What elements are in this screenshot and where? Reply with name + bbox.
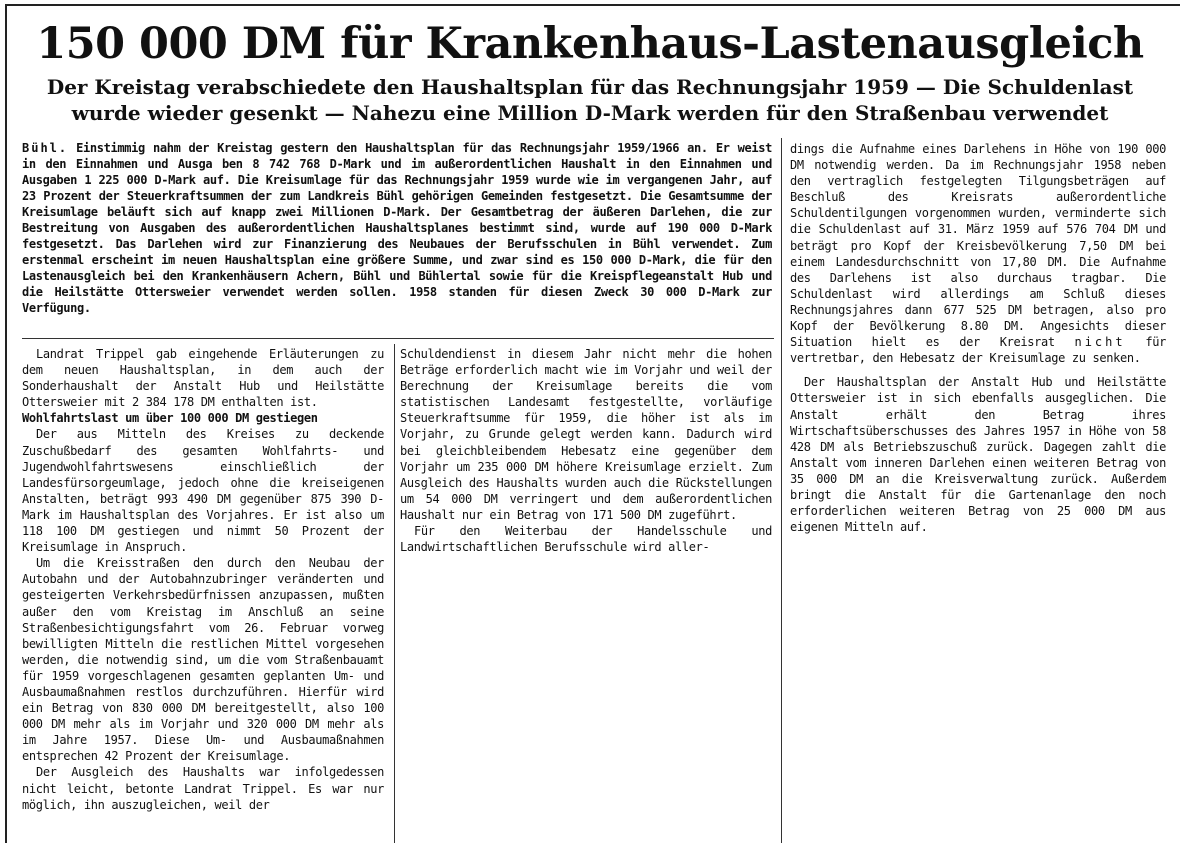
paragraph-text: dings die Aufnahme eines Darlehens in Höhe von 190 000 DM notwendig werden. Da im Rechnungsjahr 1958 neben den vertraglich festgelegten Tilgungsbeträgen auf Beschluß des Kreisrats außerordentliche Schuldentilgungen vorgenommen wurden, verminderte sich die Schuldenlast auf 31. März 1959 auf 576 704 DM und beträgt pro Kopf der Kreisbevölkerung 7,50 DM bei einem Landesdurchschnitt von 17,80 DM. Die Aufnahme des Darlehens ist also durchaus tragbar. Die Schuldenlast wird allerdings am Schluß dieses Rechnungsjahres dann 677 525 DM betragen, also pro Kopf der Bevölkerung 8.80 DM. Angesichts dieser Situation hielt es der Kreisrat bbox=[790, 142, 1166, 350]
article-lead bbox=[22, 141, 772, 316]
page-border-left bbox=[5, 4, 7, 843]
dateline: Bühl. bbox=[22, 141, 69, 155]
article-column-1 bbox=[22, 346, 384, 813]
paragraph-text: für vertretbar, den Hebesatz der Kreisumlage zu senken. bbox=[790, 335, 1167, 366]
article-column-3 bbox=[790, 141, 1166, 535]
section-subtitle: Wohlfahrtslast um über 100 000 DM gestiegen bbox=[22, 411, 318, 426]
paragraph: Der Ausgleich des Haushalts war infolgedessen nicht leicht, betonte Landrat Trippel. Es war nur möglich, ihn auszugleichen, weil der bbox=[22, 765, 384, 812]
paragraph: Landrat Trippel gab eingehende Erläuterungen zu dem neuen Haushaltsplan, in dem auch der Sonderhaushalt der Anstalt Hub und Heilstätte Ottersweier mit 2 384 178 DM enthalten ist. bbox=[22, 347, 384, 410]
lead-divider bbox=[22, 338, 774, 339]
column-divider-2 bbox=[781, 138, 782, 843]
article-column-2 bbox=[400, 346, 772, 555]
paragraph bbox=[790, 141, 1166, 366]
paragraph: Für den Weiterbau der Handelsschule und Landwirtschaftlichen Berufsschule wird aller- bbox=[400, 524, 772, 555]
emphasis-text: nicht bbox=[1074, 335, 1126, 350]
paragraph: Der Haushaltsplan der Anstalt Hub und Heilstätte Ottersweier ist in sich ebenfalls ausgeglichen. Die Anstalt erhält den Betrag ihres Wirtschaftsüberschusses des Jahres 1957 in Höhe von 58 428 DM als Betriebszuschuß zurück. Dagegen zahlt die Anstalt vom inneren Darlehen einen weiteren Betrag von 35 000 DM an die Kreisverwaltung zurück. Außerdem bringt die Anstalt für die Gartenanlage den noch erforderlichen weiteren Betrag von 25 000 DM aus eigenen Mitteln auf. bbox=[790, 375, 1166, 535]
paragraph: Um die Kreisstraßen den durch den Neubau der Autobahn und der Autobahnzubringer veränderten und gesteigerten Verkehrsbedürfnissen anzupassen, mußten außer den vom Kreistag im Anschluß an seine Straßenbesichtigungsfahrt vom 26. Februar vorweg bewilligten Mitteln die restlichen Mittel vorgesehen werden, die notwendig sind, um die vom Straßenbauamt für 1959 vorgeschlagenen gesamten geplanten Um- und Ausbaumaßnahmen restlos durchzuführen. Hierfür wird ein Betrag von 830 000 DM bereitgestellt, also 100 000 DM mehr als im Vorjahr und 320 000 DM mehr als im Jahre 1957. Diese Um- und Ausbaumaßnahmen entsprechen 42 Prozent der Kreisumlage. bbox=[22, 556, 384, 764]
paragraph: Der aus Mitteln des Kreises zu deckende Zuschußbedarf des gesamten Wohlfahrts- und Jugendwohlfahrtswesens einschließlich der Landesfürsorgeumlage, jedoch ohne die kreiseigenen Anstalten, beträgt 993 490 DM gegenüber 875 390 D-Mark im Haushaltsplan des Vorjahres. Er ist also um 118 100 DM gestiegen und nimmt 50 Prozent der Kreisumlage in Anspruch. bbox=[22, 427, 384, 555]
article-subheadline: Der Kreistag verabschiedete den Haushaltsplan für das Rechnungsjahr 1959 — Die Schuldenlast wurde wieder gesenkt — Nahezu eine Million D-Mark werden für den Straßenbau verwendet bbox=[46, 75, 1134, 125]
lead-text: Einstimmig nahm der Kreistag gestern den Haushaltsplan für das Rechnungsjahr 1959/1966 an. Er weist in den Einnahmen und Ausga ben 8 742 768 D-Mark und im außerordentlichen Haushalt in den Einnahmen und Ausgaben 1 225 000 D-Mark auf. Die Kreisumlage für das Rechnungsjahr 1959 wurde wie im vergangenen Jahr, auf 23 Prozent der Steuerkraftsummen der zum Landkreis Bühl gehörigen Gemeinden festgesetzt. Die Gesamtsumme der Kreisumlage beläuft sich auf knapp zwei Millionen D-Mark. Der Gesamtbetrag der äußeren Darlehen, die zur Bestreitung von Ausgaben des außerordentlichen Haushaltsplanes bestimmt sind, wurde auf 190 000 D-Mark festgesetzt. Das Darlehen wird zur Finanzierung des Neubaues der Berufsschulen in Bühl verwendet. Zum erstenmal erscheint im neuen Haushaltsplan eine größere Summe, und zwar sind es 150 000 D-Mark, die für den Lastenausgleich bei den Krankenhäusern Achern, Bühl und Bühlertal sowie für die Kreispflegeanstalt Hub und die Heilstätte Ottersweier verwendet werden sollen. 1958 standen für diesen Zweck 30 000 D-Mark zur Verfügung. bbox=[22, 141, 772, 315]
column-divider-1 bbox=[394, 344, 395, 843]
page-border-top bbox=[5, 4, 1180, 6]
paragraph: Schuldendienst in diesem Jahr nicht mehr die hohen Beträge erforderlich macht wie im Vorjahr und weil der Berechnung der Kreisumlage bereits die vom statistischen Landesamt festgestellte, vorläufige Steuerkraftsumme für 1959, die höher ist als im Vorjahr, zu Grunde gelegt werden kann. Dadurch wird bei gleichbleibendem Hebesatz eine gegenüber dem Vorjahr um 235 000 DM höhere Kreisumlage erzielt. Zum Ausgleich des Haushalts wurden auch die Rückstellungen um 54 000 DM verringert und dem außerordentlichen Haushalt nur ein Betrag von 171 500 DM zugeführt. bbox=[400, 347, 772, 522]
article-headline: 150 000 DM für Krankenhaus-Lastenausgleich bbox=[36, 19, 1144, 69]
